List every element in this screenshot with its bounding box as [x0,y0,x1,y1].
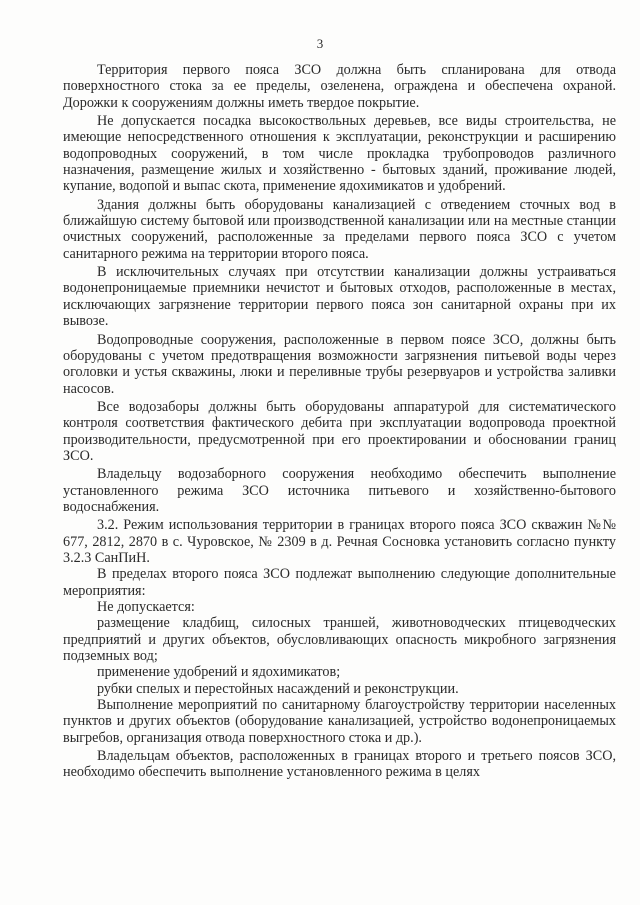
document-body [63,62,616,783]
paragraph: В исключительных случаях при отсутствии канализации должны устраиваться водонепроницаемые приемники нечистот и бытовых отходов, расположенные в местах, исключающих загрязнение территории первого пояса зон санитарной охраны при их вывозе. [63,264,616,330]
paragraph: Водопроводные сооружения, расположенные в первом поясе ЗСО, должны быть оборудованы с учетом предотвращения возможности загрязнения питьевой воды через оголовки и устья скважины, люки и переливные трубы резервуаров и устройства заливки насосов. [63,331,616,397]
paragraph: Владельцам объектов, расположенных в границах второго и третьего поясов ЗСО, необходимо обеспечить выполнение установленного режима в целях [63,748,616,781]
paragraph: Все водозаборы должны быть оборудованы аппаратурой для систематического контроля соответствия фактического дебита при эксплуатации водопровода проектной производительности, предусмотренной при его проектировании и обосновании границ ЗСО. [63,398,616,464]
paragraph: Здания должны быть оборудованы канализацией с отведением сточных вод в ближайшую систему бытовой или производственной канализации или на местные станции очистных сооружений, расположенные за пределами первого пояса ЗСО с учетом санитарного режима на территории второго пояса. [63,196,616,262]
paragraph: Выполнение мероприятий по санитарному благоустройству территории населенных пунктов и других объектов (оборудование канализацией, устройство водонепроницаемых выгребов, организация отвода поверхностного стока и др.). [63,697,616,746]
paragraph: В пределах второго пояса ЗСО подлежат выполнению следующие дополнительные мероприятия: [63,566,616,599]
paragraph: Владельцу водозаборного сооружения необходимо обеспечить выполнение установленного режима ЗСО источника питьевого и хозяйственно-бытового водоснабжения. [63,466,616,515]
paragraph: 3.2. Режим использования территории в границах второго пояса ЗСО скважин №№ 677, 2812, 2870 в с. Чуровское, № 2309 в д. Речная Сосновка установить согласно пункту 3.2.3 СанПиН. [63,517,616,566]
paragraph: размещение кладбищ, силосных траншей, животноводческих птицеводческих предприятий и других объектов, обусловливающих опасность микробного загрязнения подземных вод; [63,615,616,665]
paragraph: Не допускается посадка высокоствольных деревьев, все виды строительства, не имеющие непосредственного отношения к эксплуатации, реконструкции и расширению водопроводных сооружений, в том числе прокладка трубопроводов различного назначения, размещение жилых и хозяйственно - бытовых зданий, проживание людей, купание, водопой и выпас скота, применение ядохимикатов и удобрений. [63,113,616,195]
paragraph: Территория первого пояса ЗСО должна быть спланирована для отвода поверхностного стока за ее пределы, озеленена, ограждена и обеспечена охраной. Дорожки к сооружениям должны иметь твердое покрытие. [63,62,616,111]
paragraph: Не допускается: [97,599,195,615]
paragraph: рубки спелых и перестойных насаждений и реконструкции. [97,680,459,697]
paragraph: применение удобрений и ядохимикатов; [97,664,341,681]
page-number: 3 [316,36,324,51]
